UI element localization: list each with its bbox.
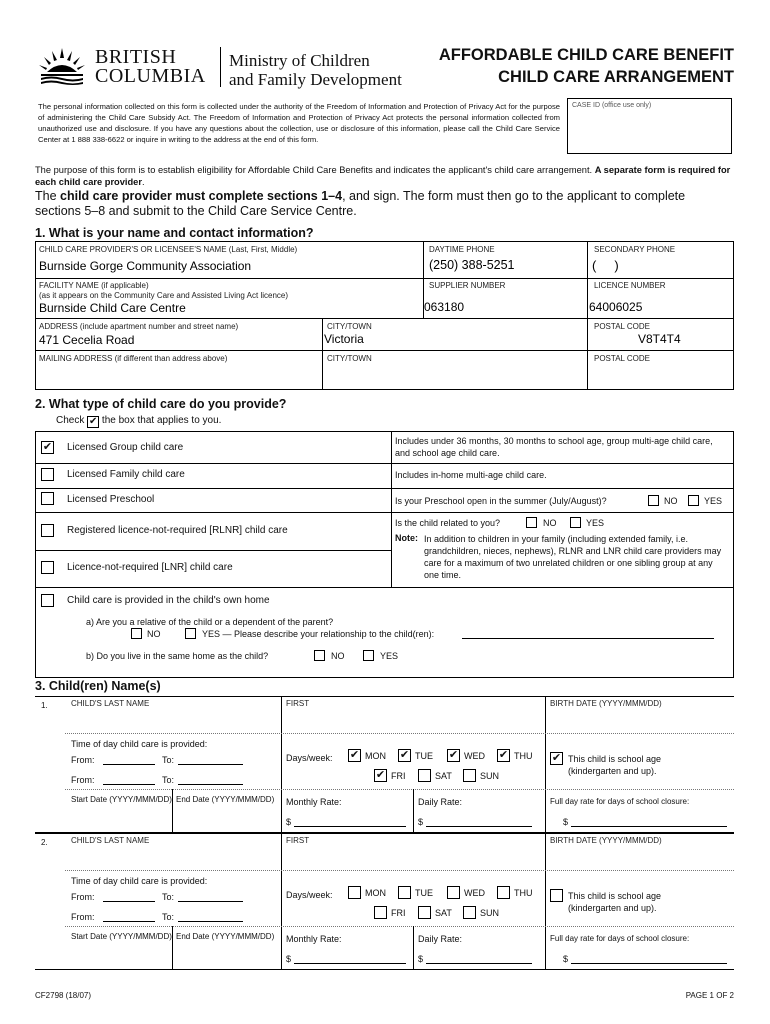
case-id-box[interactable] <box>567 98 732 154</box>
care-time-label: Time of day child care is provided: <box>71 876 208 886</box>
child-dotted-line <box>65 926 734 927</box>
preschool-summer-yes-checkbox[interactable] <box>688 495 699 506</box>
day-thu-label: THU <box>514 888 533 898</box>
day-fri-label: FRI <box>391 771 406 781</box>
full-day-rate-label: Full day rate for days of school closure: <box>550 934 690 943</box>
school-age-checkbox[interactable] <box>550 752 563 765</box>
secondary-phone-label: SECONDARY PHONE <box>594 245 676 254</box>
daytime-number: 388-5251 <box>461 258 515 272</box>
child-first-name-label: FIRST <box>286 836 310 845</box>
child-col-line <box>545 696 546 833</box>
day-mon-label: MON <box>365 751 386 761</box>
licence-value[interactable]: 64006025 <box>589 300 643 314</box>
same-home-yes-checkbox[interactable] <box>363 650 374 661</box>
end-date-label: End Date (YYYY/MMM/DD) <box>176 795 275 804</box>
preschool-summer-yes-label: YES <box>704 496 723 506</box>
s1-row-line <box>35 318 734 319</box>
form-number: CF2798 (18/07) <box>35 991 92 1000</box>
relationship-input-line[interactable] <box>462 638 714 639</box>
secondary-phone-value[interactable]: ( ) <box>592 258 619 273</box>
from-label: From: <box>71 892 95 902</box>
days-label: Days/week: <box>286 753 333 763</box>
city-label: CITY/TOWN <box>327 322 372 331</box>
s2-row-line <box>35 488 734 489</box>
day-sun-checkbox[interactable] <box>463 769 476 782</box>
address-value[interactable]: 471 Cecelia Road <box>39 333 135 347</box>
facility-label <box>39 281 288 301</box>
ministry-line1: Ministry of Children <box>229 51 370 70</box>
logo-text <box>95 48 206 86</box>
day-tue-checkbox[interactable] <box>398 749 411 762</box>
start-date-label: Start Date (YYYY/MMM/DD) <box>71 932 172 941</box>
end-date-label: End Date (YYYY/MMM/DD) <box>176 932 275 941</box>
day-fri-label: FRI <box>391 908 406 918</box>
daytime-phone-value[interactable]: (250) 388-5251 <box>429 258 515 272</box>
to-input-line[interactable] <box>178 784 243 785</box>
day-sat-label: SAT <box>435 908 452 918</box>
purpose-end: . <box>141 177 145 187</box>
daily-rate-label: Daily Rate: <box>418 797 463 807</box>
s2-row-line <box>35 512 734 513</box>
facility-value[interactable]: Burnside Child Care Centre <box>39 301 186 315</box>
child-dotted-line <box>65 789 734 790</box>
section1-heading: 1. What is your name and contact information? <box>35 226 314 240</box>
opt1-label: Licensed Group child care <box>67 442 184 453</box>
from-label: From: <box>71 912 95 922</box>
to-input-line[interactable] <box>178 901 243 902</box>
opt2-label: Licensed Family child care <box>67 469 185 480</box>
opt5-label: Licence-not-required [LNR] child care <box>67 562 233 573</box>
instruction-text <box>35 189 755 219</box>
monthly-rate-input[interactable] <box>294 826 406 827</box>
day-tue-checkbox[interactable] <box>398 886 411 899</box>
ministry-line2: and Family Development <box>229 70 402 89</box>
daily-dollar: $ <box>418 817 424 827</box>
note-text: In addition to children in your family (including extended family, i.e. grandchildren, nieces, nephews), RLNR and LNR child care providers may care for a maximum of two unrelated children or one sibling group at any one time. <box>424 534 722 580</box>
same-home-no-label: NO <box>331 651 345 661</box>
to-input-line[interactable] <box>178 921 243 922</box>
related-no-checkbox[interactable] <box>526 517 537 528</box>
opt2-checkbox[interactable] <box>41 468 54 481</box>
purpose-text <box>35 164 735 188</box>
day-mon-label: MON <box>365 888 386 898</box>
school-age-checkbox[interactable] <box>550 889 563 902</box>
mailing-city-label: CITY/TOWN <box>327 354 372 363</box>
opt2-desc: Includes in-home multi-age child care. <box>395 470 547 480</box>
day-wed-label: WED <box>464 888 485 898</box>
logo-line1: BRITISH <box>95 46 177 68</box>
page-number: PAGE 1 OF 2 <box>685 991 734 1000</box>
licence-label: LICENCE NUMBER <box>594 281 666 290</box>
to-label: To: <box>162 775 175 785</box>
child-birth-date-label: BIRTH DATE (YYYY/MMM/DD) <box>550 836 662 845</box>
address-label: ADDRESS (include apartment number and street name) <box>39 322 239 331</box>
s2-row-line <box>35 587 734 588</box>
full-day-rate-label: Full day rate for days of school closure: <box>550 797 690 806</box>
instr-b: , and sign. The form must then go to the applicant to complete <box>342 189 686 203</box>
child-birth-date-label: BIRTH DATE (YYYY/MMM/DD) <box>550 699 662 708</box>
start-date-label: Start Date (YYYY/MMM/DD) <box>71 795 172 804</box>
s1-col-line <box>322 318 323 390</box>
same-home-yes-label: YES <box>380 651 399 661</box>
monthly-dollar: $ <box>286 817 292 827</box>
form-title <box>439 44 734 88</box>
preschool-summer-no-label: NO <box>664 496 678 506</box>
child-first-name-label: FIRST <box>286 699 310 708</box>
logo-divider <box>220 47 221 87</box>
city-value[interactable]: Victoria <box>324 332 364 346</box>
daily-dollar: $ <box>418 954 424 964</box>
day-wed-checkbox[interactable] <box>447 886 460 899</box>
day-sun-label: SUN <box>480 908 500 918</box>
day-sat-checkbox[interactable] <box>418 769 431 782</box>
opt4-label: Registered licence-not-required [RLNR] child care <box>67 525 288 536</box>
monthly-dollar: $ <box>286 954 292 964</box>
postal-value[interactable]: V8T4T4 <box>638 332 681 346</box>
day-sun-checkbox[interactable] <box>463 906 476 919</box>
full-day-dollar: $ <box>563 954 569 964</box>
daytime-phone-label: DAYTIME PHONE <box>429 245 495 254</box>
relative-yes-checkbox[interactable] <box>185 628 196 639</box>
s1-row-line <box>35 350 734 351</box>
day-thu-checkbox[interactable] <box>497 749 510 762</box>
child-number: 1. <box>41 701 48 710</box>
daily-rate-input[interactable] <box>426 963 532 964</box>
from-label: From: <box>71 755 95 765</box>
opt3-desc: Is your Preschool open in the summer (July/August)? <box>395 496 607 506</box>
purpose-bold: A separate form is required for each child care provider <box>35 165 731 187</box>
care-time-label: Time of day child care is provided: <box>71 739 208 749</box>
daily-rate-label: Daily Rate: <box>418 934 463 944</box>
form-title-line1: AFFORDABLE CHILD CARE BENEFIT <box>438 46 734 64</box>
day-thu-label: THU <box>514 751 533 761</box>
opt3-checkbox[interactable] <box>41 492 54 505</box>
check-instruction: Check ✔ the box that applies to you. <box>56 415 222 427</box>
mailing-label: MAILING ADDRESS (if different than address above) <box>39 354 228 363</box>
relative-yes-label: YES — Please describe your relationship to the child(ren): <box>202 629 435 639</box>
section3-heading: 3. Child(ren) Name(s) <box>35 679 161 693</box>
full-day-dollar: $ <box>563 817 569 827</box>
from-input-line[interactable] <box>103 921 155 922</box>
from-input-line[interactable] <box>103 901 155 902</box>
monthly-rate-label: Monthly Rate: <box>286 797 342 807</box>
instr-c: sections 5–8 and submit to the Child Care Service Centre. <box>35 204 357 218</box>
opt5-checkbox[interactable] <box>41 561 54 574</box>
logo-line2: COLUMBIA <box>95 65 206 87</box>
rate-divider <box>413 789 414 833</box>
s2-row-line <box>35 550 391 551</box>
section2-heading: 2. What type of child care do you provide? <box>35 397 287 411</box>
privacy-notice: The personal information collected on this form is collected under the authority of the Freedom of Information and Protection of Privacy Act for the purpose of administering the Child Care Subsidy Act. The Freedom of Information and Protection of Privacy Act protects the personal information collected from unauthorized use and disclosure. If you have any questions about the collection, use or disclosure of this information, please call the Child Care Service Center at 1 888 338-6622 or inquire in writing to the address at the end of this form. <box>38 102 560 144</box>
day-fri-checkbox[interactable] <box>374 906 387 919</box>
day-wed-label: WED <box>464 751 485 761</box>
relative-question: a) Are you a relative of the child or a dependent of the parent? <box>86 617 334 627</box>
from-input-line[interactable] <box>103 784 155 785</box>
supplier-label: SUPPLIER NUMBER <box>429 281 506 290</box>
day-thu-checkbox[interactable] <box>497 886 510 899</box>
opt3-label: Licensed Preschool <box>67 494 155 505</box>
from-input-line[interactable] <box>103 764 155 765</box>
same-home-no-checkbox[interactable] <box>314 650 325 661</box>
relative-no-label: NO <box>147 629 161 639</box>
day-sat-checkbox[interactable] <box>418 906 431 919</box>
day-fri-checkbox[interactable] <box>374 769 387 782</box>
full-day-rate-input[interactable] <box>571 963 727 964</box>
child-dotted-line <box>65 733 734 734</box>
from-label: From: <box>71 775 95 785</box>
monthly-rate-input[interactable] <box>294 963 406 964</box>
child-dotted-line <box>65 870 734 871</box>
day-sat-label: SAT <box>435 771 452 781</box>
to-label: To: <box>162 892 175 902</box>
supplier-value[interactable]: 063180 <box>424 300 465 314</box>
child-col-line <box>281 696 282 833</box>
date-divider <box>172 926 173 970</box>
opt6-checkbox[interactable] <box>41 594 54 607</box>
postal-label: POSTAL CODE <box>594 322 651 331</box>
day-sun-label: SUN <box>480 771 500 781</box>
daytime-area: 250 <box>433 258 455 272</box>
related-no-label: NO <box>543 518 557 528</box>
provider-label: CHILD CARE PROVIDER'S OR LICENSEE'S NAME (Last, First, Middle) <box>39 245 298 254</box>
day-tue-label: TUE <box>415 888 433 898</box>
bc-logo-icon <box>35 42 89 86</box>
to-label: To: <box>162 755 175 765</box>
day-mon-checkbox[interactable] <box>348 749 361 762</box>
s1-row-line <box>35 278 734 279</box>
school-age-label: This child is school age (kindergarten and up). <box>568 754 662 776</box>
relative-no-checkbox[interactable] <box>131 628 142 639</box>
facility-label-line2: (as it appears on the Community Care and Assisted Living Act licence) <box>39 291 289 300</box>
instr-bold: child care provider must complete sections 1–4 <box>60 189 343 203</box>
school-age-label: This child is school age (kindergarten and up). <box>568 891 662 913</box>
mailing-postal-label: POSTAL CODE <box>594 354 651 363</box>
day-tue-label: TUE <box>415 751 433 761</box>
opt1-desc: Includes under 36 months, 30 months to school age, group multi-age child care, and school age child care. <box>395 436 713 458</box>
related-yes-checkbox[interactable] <box>570 517 581 528</box>
related-question: Is the child related to you? <box>395 518 501 528</box>
s2-row-line <box>35 463 734 464</box>
full-day-rate-input[interactable] <box>571 826 727 827</box>
date-divider <box>172 789 173 833</box>
ministry-text <box>229 51 402 89</box>
monthly-rate-label: Monthly Rate: <box>286 934 342 944</box>
note-label: Note: <box>395 533 418 543</box>
child-last-name-label: CHILD'S LAST NAME <box>71 836 150 845</box>
daily-rate-input[interactable] <box>426 826 532 827</box>
same-home-question: b) Do you live in the same home as the child? <box>86 651 269 661</box>
to-label: To: <box>162 912 175 922</box>
child-col-line <box>281 833 282 970</box>
rate-divider <box>413 926 414 970</box>
s1-col-line <box>587 241 588 390</box>
opt1-checkbox[interactable] <box>41 441 54 454</box>
s2-col-line <box>391 431 392 587</box>
child-col-line <box>545 833 546 970</box>
day-mon-checkbox[interactable] <box>348 886 361 899</box>
check-example-icon: ✔ <box>88 416 98 427</box>
to-input-line[interactable] <box>178 764 243 765</box>
opt4-checkbox[interactable] <box>41 524 54 537</box>
provider-value[interactable]: Burnside Gorge Community Association <box>39 259 252 273</box>
opt6-label: Child care is provided in the child's own home <box>67 595 270 606</box>
facility-label-line1: FACILITY NAME (if applicable) <box>39 281 149 290</box>
child-number: 2. <box>41 838 48 847</box>
preschool-summer-no-checkbox[interactable] <box>648 495 659 506</box>
related-yes-label: YES <box>586 518 605 528</box>
child-last-name-label: CHILD'S LAST NAME <box>71 699 150 708</box>
day-wed-checkbox[interactable] <box>447 749 460 762</box>
purpose-plain: The purpose of this form is to establish eligibility for Affordable Child Care Benefits and indicates the applicant's child care arrangement. <box>35 165 593 175</box>
instr-a: The <box>35 189 61 203</box>
case-id-label: CASE ID (office use only) <box>572 102 652 109</box>
days-label: Days/week: <box>286 890 333 900</box>
form-title-line2: CHILD CARE ARRANGEMENT <box>498 68 734 86</box>
